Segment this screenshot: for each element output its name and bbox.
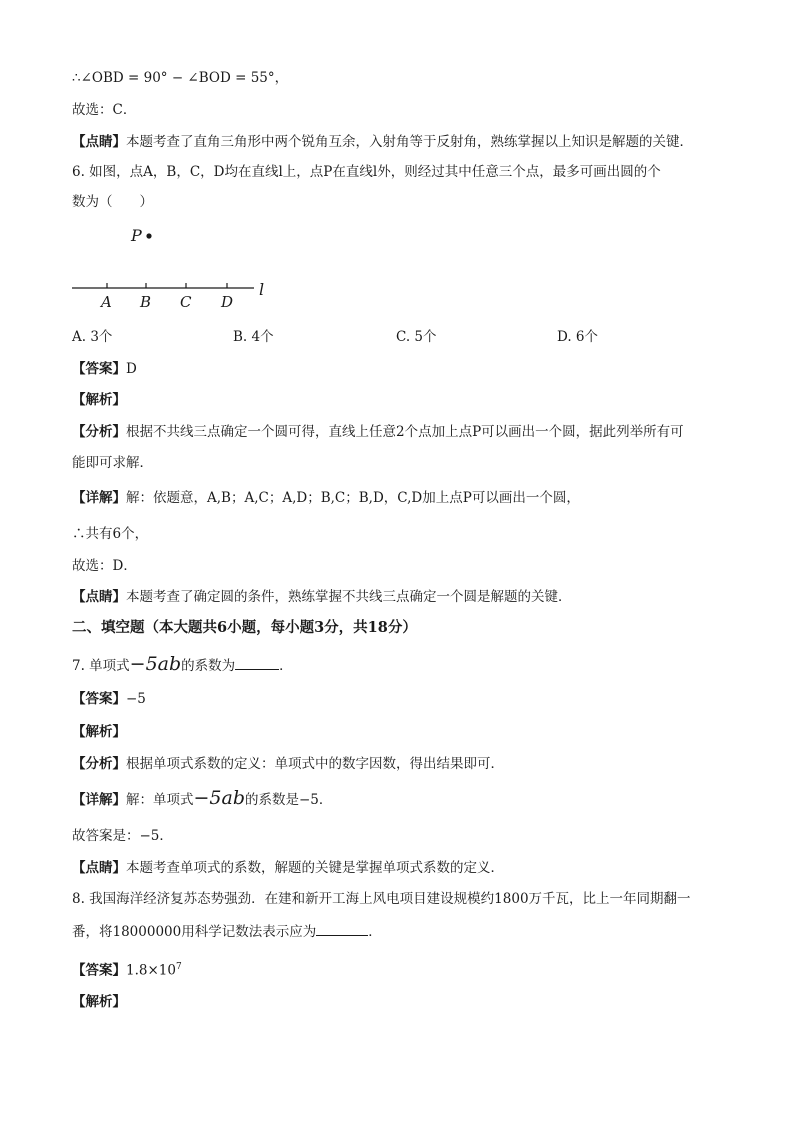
dianjing-text: 本题考查了直角三角形中两个锐角互余，入射角等于反射角，熟练掌握以上知识是解题的关键． — [126, 134, 693, 150]
point-c-label: C — [180, 293, 192, 311]
point-a-label: A — [101, 293, 112, 311]
option-a: A. 3个 — [72, 329, 113, 345]
line-l-label: l — [259, 280, 265, 299]
q7-suffix: 的系数为 — [181, 658, 236, 674]
q7-end: ． — [279, 658, 293, 674]
detail-pre: 解：单项式 — [126, 792, 194, 808]
q7-answer-blank — [235, 655, 279, 670]
fenxi-tag: 【分析】 — [72, 424, 126, 440]
answer-value: −5 — [126, 691, 146, 707]
point-d-label: D — [221, 293, 234, 311]
solution-line-choice: 故选：C． — [72, 102, 137, 118]
q6-detail-line1 — [72, 488, 580, 508]
answer-base: 1.8×10 — [126, 962, 176, 979]
q6-detail-line3: 故选：D． — [72, 558, 137, 574]
q7-detail — [72, 788, 332, 810]
q8-stem-text: 番，将18000000用科学记数法表示应为 — [72, 924, 317, 940]
fenxi-text: 根据单项式系数的定义：单项式中的数字因数，得出结果即可． — [126, 756, 504, 772]
dianjing-q5 — [72, 132, 693, 152]
q6-fenxi-line2: 能即可求解． — [72, 455, 153, 471]
option-c: C. 5个 — [396, 329, 437, 345]
fenxi-tag: 【分析】 — [72, 756, 126, 772]
answer-tag: 【答案】 — [72, 691, 126, 707]
q8-answer — [72, 957, 182, 981]
dianjing-text: 本题考查单项式的系数，解题的关键是掌握单项式系数的定义． — [126, 860, 504, 876]
point-p-label: P — [131, 226, 142, 245]
section-heading-fill-in: 二、填空题（本大题共6小题，每小题3分，共18分） — [72, 619, 417, 636]
q7-stem — [72, 654, 293, 676]
q6-analysis-tag: 【解析】 — [72, 392, 126, 408]
q7-dianjing — [72, 858, 504, 878]
detail-tag: 【详解】 — [72, 792, 126, 808]
q7-fenxi — [72, 754, 504, 774]
q7-expression: −5ab — [129, 653, 182, 675]
detail-tag: 【详解】 — [72, 490, 126, 506]
answer-exponent: 7 — [175, 962, 182, 972]
detail-post: 的系数是−5． — [245, 792, 333, 808]
q6-answer — [72, 359, 137, 379]
dianjing-tag: 【点睛】 — [72, 860, 126, 876]
answer-tag: 【答案】 — [72, 361, 126, 377]
fenxi-text: 根据不共线三点确定一个圆可得，直线上任意2个点加上点P可以画出一个圆，据此列举所有可 — [126, 424, 684, 440]
option-b: B. 4个 — [233, 329, 274, 345]
dianjing-tag: 【点睛】 — [72, 134, 126, 150]
q7-result: 故答案是：−5． — [72, 828, 173, 844]
q6-stem-line1: 6. 如图，点A，B，C，D均在直线l上，点P在直线l外，则经过其中任意三个点，最多可画出圆的个 — [72, 164, 661, 180]
q8-stem-line2 — [72, 921, 382, 942]
q8-analysis-tag: 【解析】 — [72, 994, 126, 1010]
solution-line-angle: ∴∠OBD = 90° − ∠BOD = 55°， — [72, 70, 289, 86]
point-b-label: B — [140, 293, 152, 311]
q8-answer-blank — [316, 921, 368, 936]
q8-stem-line1: 8. 我国海洋经济复苏态势强劲．在建和新开工海上风电项目建设规模约1800万千瓦，比上一年同期翻一 — [72, 891, 691, 907]
dianjing-tag: 【点睛】 — [72, 589, 126, 605]
point-p-dot — [146, 233, 151, 238]
q6-fenxi-line1 — [72, 422, 684, 442]
q7-detail-expression: −5ab — [193, 787, 245, 809]
detail-text: 解：依题意，A,B；A,C；A,D；B,C；B,D，C,D加上点P可以画出一个圆， — [126, 490, 580, 506]
option-d: D. 6个 — [557, 329, 599, 345]
answer-tag: 【答案】 — [72, 962, 126, 979]
q6-detail-line2: ∴共有6个， — [72, 526, 149, 542]
q6-stem-line2: 数为（ ） — [72, 194, 153, 210]
q7-prefix: 7. 单项式 — [72, 658, 130, 674]
dianjing-text: 本题考查了确定圆的条件，熟练掌握不共线三点确定一个圆是解题的关键． — [126, 589, 572, 605]
q8-end: ． — [368, 924, 382, 940]
q7-analysis-tag: 【解析】 — [72, 724, 126, 740]
q6-dianjing — [72, 587, 572, 607]
q7-answer — [72, 689, 146, 709]
answer-value: D — [126, 361, 137, 377]
